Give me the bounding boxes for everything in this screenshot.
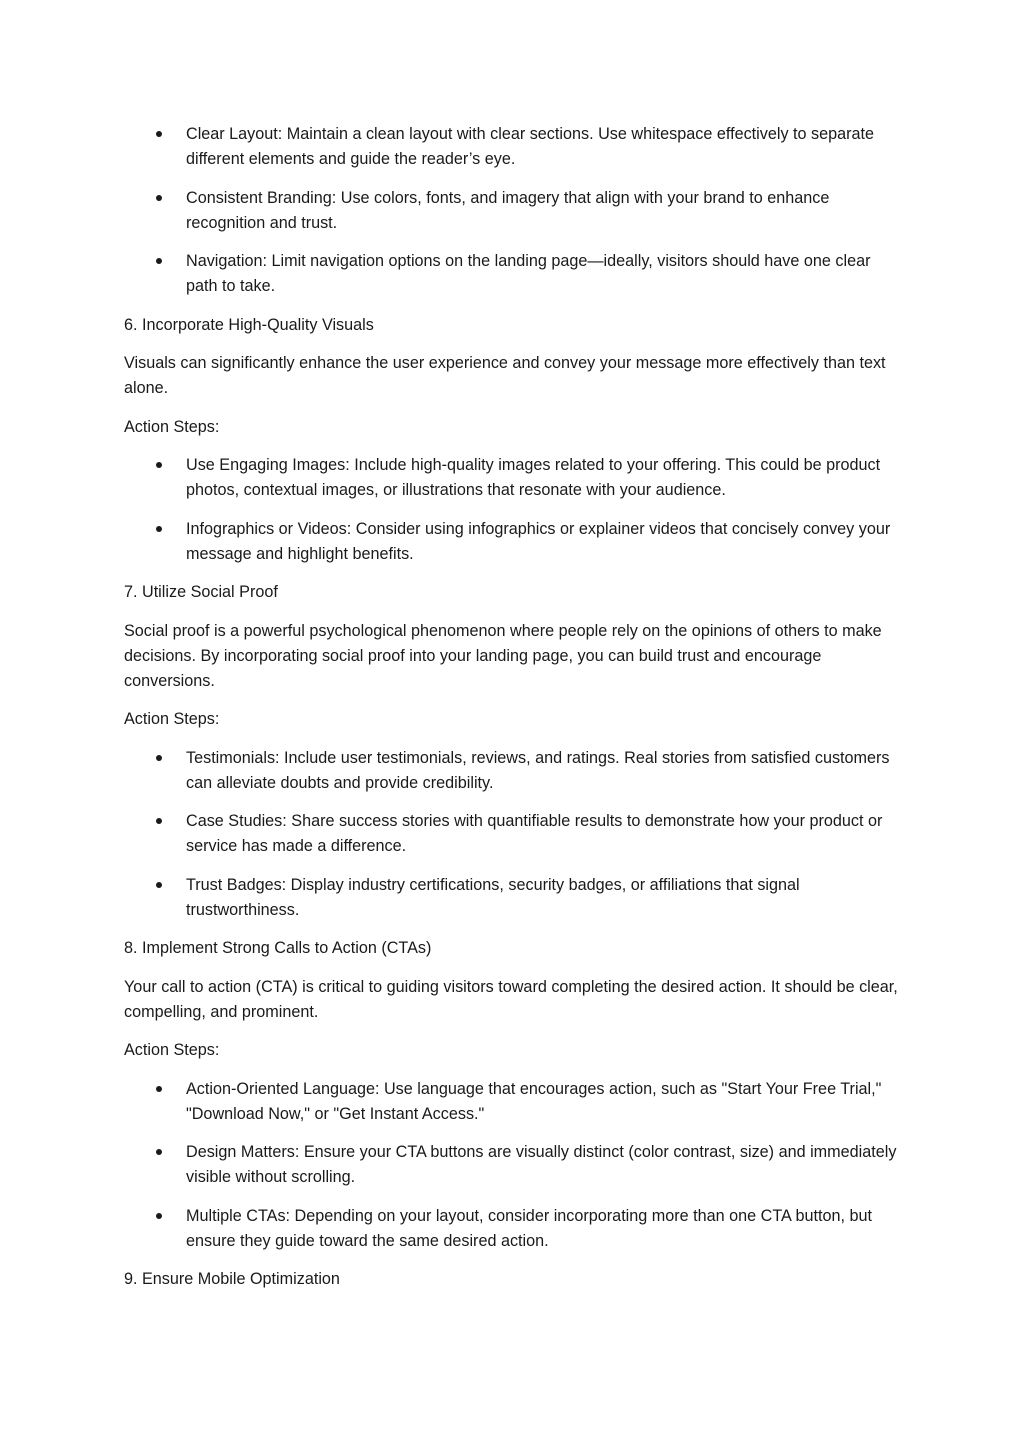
bullet-item (124, 453, 904, 503)
action-steps-label: Action Steps: (124, 1041, 220, 1059)
bullet-icon (156, 1149, 162, 1155)
paragraph-social-proof: Social proof is a powerful psychological phenomenon where people rely on the opinions of others to make decisions. By incorporating social proof into your landing page, you can build trust and encourage conversions. (124, 621, 882, 690)
bullet-item (124, 809, 904, 859)
bullet-icon (156, 755, 162, 761)
section-heading-visuals: 6. Incorporate High-Quality Visuals (124, 315, 374, 334)
bullet-icon (156, 526, 162, 532)
bullet-icon (156, 258, 162, 264)
bullet-text: Testimonials: Include user testimonials, reviews, and ratings. Real stories from satisfied customers can alleviate doubts and provide credibility. (186, 748, 890, 792)
bullet-item (124, 517, 904, 567)
section-heading-social-proof: 7. Utilize Social Proof (124, 583, 278, 601)
bullet-text: Action-Oriented Language: Use language that encourages action, such as "Start Your Free Trial," "Download Now," or "Get Instant Access." (186, 1079, 882, 1123)
bullet-item (124, 186, 904, 236)
bullet-item (124, 122, 904, 172)
section-heading-cta: 8. Implement Strong Calls to Action (CTAs) (124, 939, 432, 957)
bullet-icon (156, 462, 162, 468)
bullet-item (124, 746, 904, 796)
bullet-icon (156, 195, 162, 201)
bullet-text: Case Studies: Share success stories with quantifiable results to demonstrate how your product or service has made a difference. (186, 812, 883, 855)
bullet-text: Consistent Branding: Use colors, fonts, and imagery that align with your brand to enhance recognition and trust. (186, 188, 830, 232)
paragraph-cta: Your call to action (CTA) is critical to guiding visitors toward completing the desired action. It should be clear, compelling, and prominent. (124, 977, 898, 1021)
bullet-icon (156, 1213, 162, 1219)
bullet-list-cta (124, 1077, 904, 1254)
bullet-text: Use Engaging Images: Include high-quality images related to your offering. This could be product photos, contextual images, or illustrations that resonate with your audience. (186, 456, 881, 499)
bullet-text: Trust Badges: Display industry certifications, security badges, or affiliations that signal trustworthiness. (186, 875, 800, 919)
bullet-text: Infographics or Videos: Consider using infographics or explainer videos that concisely convey your message and highlight benefits. (186, 519, 891, 563)
action-steps-label: Action Steps: (124, 417, 220, 436)
bullet-text: Clear Layout: Maintain a clean layout with clear sections. Use whitespace effectively to separate different elements and guide the reader’s eye. (186, 125, 875, 168)
paragraph-visuals: Visuals can significantly enhance the user experience and convey your message more effectively than text alone. (124, 354, 886, 397)
bullet-text: Navigation: Limit navigation options on the landing page—ideally, visitors should have one clear path to take. (186, 252, 871, 295)
bullet-item (124, 1140, 904, 1190)
bullet-list-visuals (124, 453, 904, 567)
action-steps-label: Action Steps: (124, 710, 220, 728)
bullet-icon (156, 131, 162, 137)
bullet-text: Multiple CTAs: Depending on your layout, consider incorporating more than one CTA button, but ensure they guide toward the same desired action. (186, 1206, 872, 1250)
bullet-item (124, 1204, 904, 1254)
document-page (124, 122, 904, 1306)
bullet-list-social-proof (124, 746, 904, 923)
bullet-item (124, 249, 904, 299)
bullet-icon (156, 1086, 162, 1092)
bullet-text: Design Matters: Ensure your CTA buttons are visually distinct (color contrast, size) and immediately visible without scrolling. (186, 1143, 897, 1186)
bullet-icon (156, 818, 162, 824)
bullet-list-layout (124, 122, 904, 299)
bullet-icon (156, 882, 162, 888)
section-heading-mobile: 9. Ensure Mobile Optimization (124, 1270, 340, 1288)
bullet-item (124, 873, 904, 923)
bullet-item (124, 1077, 904, 1127)
